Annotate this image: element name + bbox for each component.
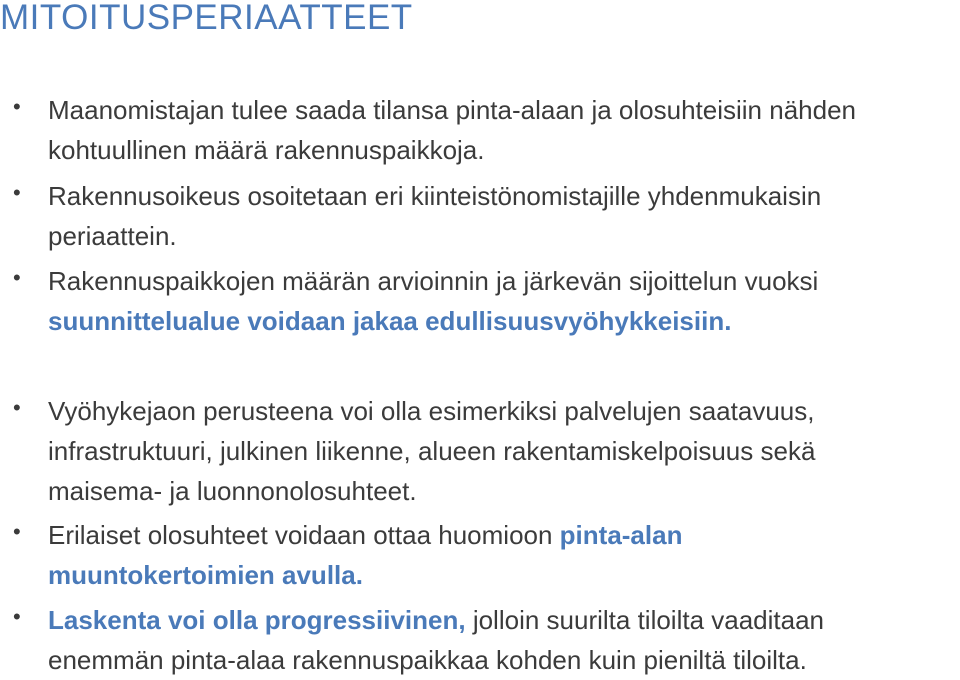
- bullet-2-line-1: Rakennusoikeus osoitetaan eri kiinteistönomistajille yhdenmukaisin: [48, 181, 822, 211]
- bullet-4-line-2: infrastruktuuri, julkinen liikenne, alueen rakentamiskelpoisuus sekä: [48, 436, 816, 466]
- bullet-text-3: [48, 261, 953, 341]
- bullet-4-line-1: Vyöhykejaon perusteena voi olla esimerkiksi palvelujen saatavuus,: [48, 396, 815, 426]
- bullet-dot-icon: •: [13, 519, 21, 544]
- bullet-5-line-1: [48, 515, 953, 555]
- bullet-text-4: [48, 391, 953, 511]
- bullet-6-line-2: enemmän pinta-alaa rakennuspaikkaa kohden kuin pieniltä tiloilta.: [48, 645, 807, 675]
- bullet-6-line-1: [48, 600, 953, 640]
- bullet-6-line-1-highlight: Laskenta voi olla progressiivinen,: [48, 605, 466, 635]
- bullet-5-line-1-highlight: pinta-alan: [559, 520, 683, 550]
- bullet-3-line-2-highlight: suunnittelualue voidaan jakaa edullisuusvyöhykkeisiin.: [48, 306, 732, 336]
- bullet-dot-icon: •: [13, 265, 21, 290]
- bullet-2-line-2: periaattein.: [48, 221, 177, 251]
- bullet-dot-icon: •: [13, 180, 21, 205]
- bullet-5-line-2-highlight: muuntokertoimien avulla.: [48, 560, 363, 590]
- bullet-text-5: [48, 515, 953, 595]
- bullet-1-line-1: Maanomistajan tulee saada tilansa pinta-alaan ja olosuhteisiin nähden: [48, 95, 856, 125]
- bullet-4-line-3: maisema- ja luonnonolosuhteet.: [48, 476, 417, 506]
- bullet-3-line-1: Rakennuspaikkojen määrän arvioinnin ja järkevän sijoittelun vuoksi: [48, 266, 819, 296]
- bullet-5-line-1-plain: Erilaiset olosuhteet voidaan ottaa huomioon: [48, 520, 560, 550]
- bullet-text-2: [48, 176, 953, 256]
- bullet-text-6: [48, 600, 953, 680]
- slide-title: MITOITUSPERIAATTEET: [0, 0, 413, 37]
- bullet-dot-icon: •: [13, 395, 21, 420]
- bullet-dot-icon: •: [13, 94, 21, 119]
- bullet-text-1: [48, 90, 953, 170]
- bullet-dot-icon: •: [13, 604, 21, 629]
- bullet-6-line-1-plain: jolloin suurilta tiloilta vaaditaan: [465, 605, 825, 635]
- bullet-1-line-2: kohtuullinen määrä rakennuspaikkoja.: [48, 135, 485, 165]
